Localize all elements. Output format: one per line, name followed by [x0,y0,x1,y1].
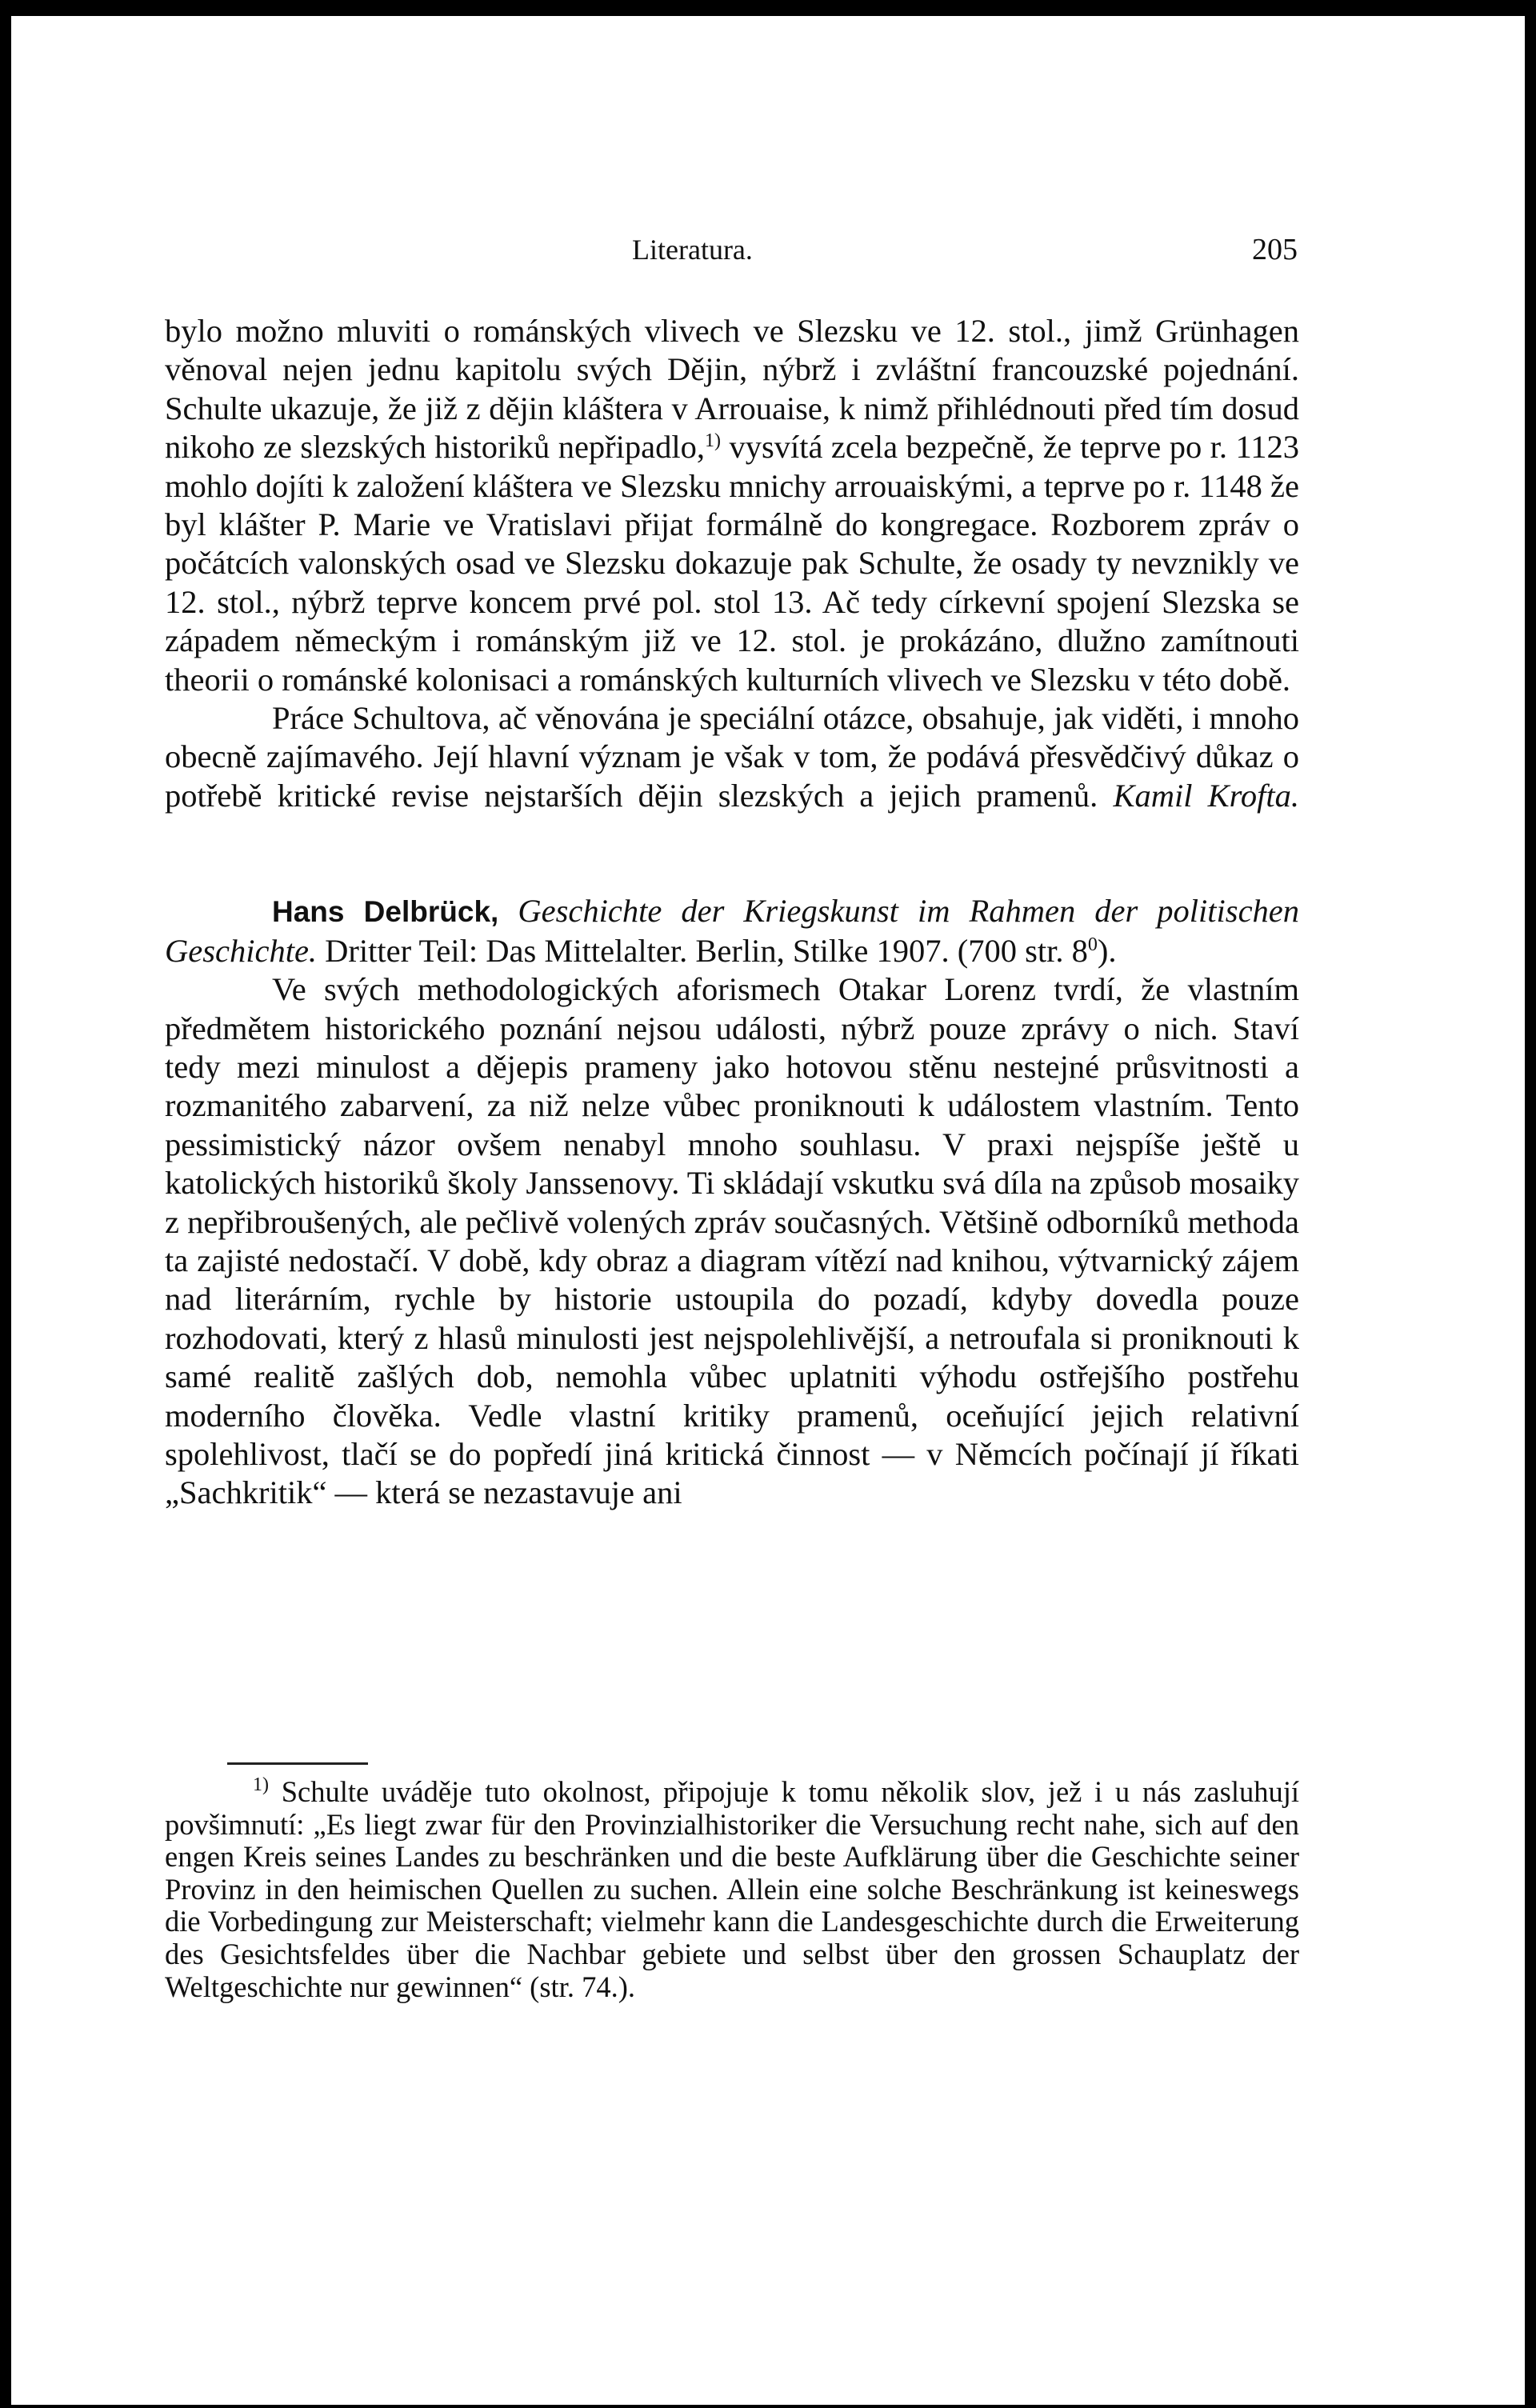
footnote-text: Schulte uváděje tuto okolnost, připojuje k tomu několik slov, jež i u nás zasluhují povšimnutí: „Es liegt zwar für den Provinzialhistoriker die Versuchung recht nahe, sich auf den engen Kreis seines Landes zu beschränken und die beste Aufklärung über die Geschichte seiner Provinz in den heimischen Quellen zu suchen. Allein eine solche Beschränkung ist keineswegs die Vorbedingung zur Meisterschaft; vielmehr kann die Landesgeschichte durch die Erweiterung des Gesichtsfeldes über die Nachbar gebiete und selbst über den grossen Schauplatz der Weltgeschichte nur gewinnen“ (str. 74.). [165,1775,1299,2003]
footnote-marker: 1) [253,1774,269,1795]
footnote-reference: 1) [705,430,722,452]
paragraph-grunhagen [165,312,1299,699]
reviewed-book-title: Geschichte der Kriegskunst im Rahmen der politischen Geschichte. [165,893,1300,969]
running-title: Literatura. [632,234,753,266]
paragraph-text: Práce Schultova, ač věnována je speciální otázce, obsahuje, jak viděti, i mnoho obecně zajímavého. Její hlavní význam je však v tom, že podává přesvědčivý důkaz o potřebě kritické revise nejstarších dějin slezských a jejich pramenů. [165,700,1299,814]
publication-details: Dritter Teil: Das Mittelalter. Berlin, Stilke 1907. (700 str. 8 [325,932,1088,969]
paragraph-text: bylo možno mluviti o románských vlivech ve Slezsku ve 12. stol., jimž Grünhagen věnoval nejen jednu kapitolu svých Dějin, nýbrž i zvláštní francouzské pojednání. Schulte ukazuje, že již z dějin kláštera v Arrouaise, k nimž přihlédnouti před tím dosud nikoho ze slezských historiků nepřipadlo, [165,313,1299,466]
reviewer-signature: Kamil Krofta. [1113,777,1300,814]
paragraph-text: vysvítá zcela bezpečně, že teprve po r. 1123 mohlo dojíti k založení kláštera ve Slezsku mnichy arrouaiskými, a teprve po r. 1148 že byl klášter P. Marie ve Vratislavi přijat formálně do kongregace. Rozborem zpráv o počátcích valonských osad ve Slezsku dokazuje pak Schulte, že osady ty nevznikly ve 12. stol., nýbrž teprve koncem prvé pol. stol 13. Ač tedy církevní spojení Slezska se západem německým i románským již ve 12. stol. je prokázáno, dlužno zamítnouti theorii o románské kolonisaci a románských kulturních vlivech ve Slezsku v této době. [165,429,1299,698]
footnote [165,1776,1299,2003]
main-text [165,312,1299,1513]
page-header [11,226,1525,274]
footnote-paragraph [165,1776,1299,2003]
review-heading [165,892,1299,970]
paragraph-lorenz [165,970,1299,1513]
reviewed-author: Hans Delbrück, [272,895,499,929]
paragraph-conclusion [165,699,1299,815]
format-superscript: 0 [1087,934,1098,955]
footnote-divider [227,1762,368,1765]
book-page [11,16,1525,2405]
page-number: 205 [1252,233,1298,266]
paragraph-text: Ve svých methodologických aforismech Otakar Lorenz tvrdí, že vlastním předmětem historického poznání nejsou události, nýbrž pouze zprávy o nich. Staví tedy mezi minulost a dějepis prameny jako hotovou stěnu nestejné průsvitnosti a rozmanitého zabarvení, za niž nelze vůbec proniknouti k událostem vlastním. Tento pessimistický názor ovšem nenabyl mnoho souhlasu. V praxi nejspíše ještě u katolických historiků školy Janssenovy. Ti skládají vskutku svá díla na způsob mosaiky z nepřibroušených, ale pečlivě volených zpráv současných. Většině odborníků methoda ta zajisté nedostačí. V době, kdy obraz a diagram vítězí nad knihou, výtvarnický zájem nad literárním, rychle by historie ustoupila do pozadí, kdyby dovedla pouze rozhodovati, který z hlasů minulosti jest nejspolehlivější, a netroufala si proniknouti k samé realitě zašlých dob, nemohla vůbec uplatniti výhodu ostřejšího postřehu moderního člověka. Vedle vlastní kritiky pramenů, oceňující jejich relativní spolehlivost, tlačí se do popředí jiná kritická činnost — v Němcích počínají jí říkati „Sachkritik“ — která se nezastavuje ani [165,971,1299,1511]
publication-details-end: ). [1097,932,1117,969]
